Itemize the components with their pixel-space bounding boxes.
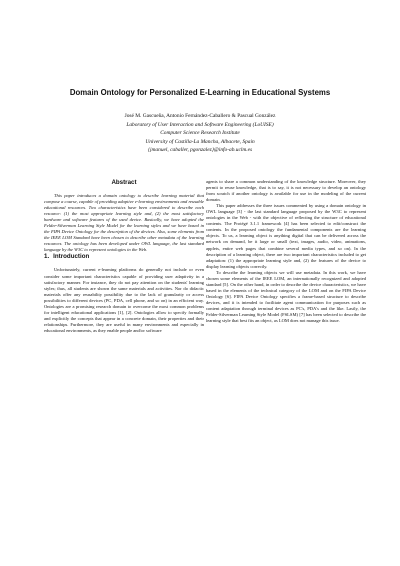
abstract-heading: Abstract <box>111 179 137 186</box>
right-column <box>206 179 366 324</box>
abstract-text: This paper introduces a domain ontology to describe learning material that compose a course, capable of providing adaptive e-learning environments and reusable educational resources. Two characteristics have been considered to describe each resource: (1) the most appropriate learning style and, (2) the most satisfactory hardware and software features of the used device. Basically, we have adopted the Felder-Silverman Learning Style Model for the learning styles and we have based in the FIPA Device Ontology for the description of the devices. Also, some elements from the IEEE LOM Standard have been chosen to describe other metadata of the learning resources. The ontology has been developed under OWL language, the last standard language by the W3C to represent ontologies in the Web. <box>44 193 204 253</box>
paper-title: Domain Ontology for Personalized E-Learning in Educational Systems <box>69 88 331 97</box>
affiliation-institute: Computer Science Research Institute <box>160 130 240 137</box>
section-number: 1. <box>44 253 50 261</box>
affiliation-lab: Laboratory of User Interaction and Software Engineering (LoUISE) <box>126 121 274 128</box>
section-title: Introduction <box>53 253 90 261</box>
section-heading-introduction <box>44 253 204 261</box>
intro-paragraph-3: To describe the learning objects we will use metadata. In this work, we have chosen some elements of the IEEE LOM, an internationally recognized and adopted standard [5]. On the other hand, in order to describe the device characteristics, we have based in the elements of the technical category of the LOM and on the FIPA Device Ontology [6]. FIPA Device Ontology specifies a frame-based structure to describe devices, and it is intended to facilitate agent communication for purposes such as content adaptation through terminal devices as PC's, PDA's and the like. Lastly, the Felder-Silverman Learning Style Model (FSLSM) [7] has been selected to describe the learning style that best fits an object, as LOM does not manage this issue. <box>206 269 366 324</box>
left-column <box>44 179 204 334</box>
authors: José M. Gascueña, Antonio Fernández-Caballero & Pascual González <box>124 113 276 119</box>
intro-paragraph-1: Unfortunately, current e-learning platforms do generally not include or even consider some important characteristics capable of providing user adaptivity in a satisfactory manner. For instance, they do not pay attention on the students' learning styles; thus, all students are shown the same materials and activities. Nor do didactic materials offer any reusability possibility due to the lack of granularity or access possibilities to different devices (PC, PDA, cell phone, and so on) in an efficient way. Ontologies are a promising research domain to overcome the most common problems for intelligent educational applications [1], [2]. Ontologies allow to specify formally and explicitly the concepts that appear in a concrete domain, their properties and their relationships. Furthermore, they are useful in many environments and especially in educational environments, as they enable people and/or software <box>44 267 204 333</box>
author-emails: {jmanuel, caballer, pgonzalez}@info-ab.uclm.es <box>147 147 253 154</box>
affiliation-university: University of Castilla-La Mancha, Albacete, Spain <box>145 138 255 145</box>
intro-paragraph-2: This paper addresses the three issues commented by using a domain ontology in OWL language [3] - the last standard language proposed by the W3C to represent ontologies in the Web - with the objective of reflecting the structure of educational contents. The Protégé 3.1.1 framework [4] has been selected to edit/construct the contents. In the proposed ontology the fundamental components are the learning objects. To us, a learning object is anything digital that can be delivered across the network on demand, be it large or small (text, images, audio, video, animations, applets, entire web pages that combine several media types, and so on). In the description of a learning object, there are two important characteristics included to get adaptation: (1) the appropriate learning style and, (2) the features of the device to display learning objects correctly. <box>206 203 366 269</box>
author-block <box>40 112 360 155</box>
intro-paragraph-1-continued: agents to share a common understanding of the knowledge structure. Moreover, they permit to reuse knowledge, that is to say, it is not necessary to develop an ontology from scratch if another ontology is available for use in the modeling of the current domain. <box>206 179 366 203</box>
